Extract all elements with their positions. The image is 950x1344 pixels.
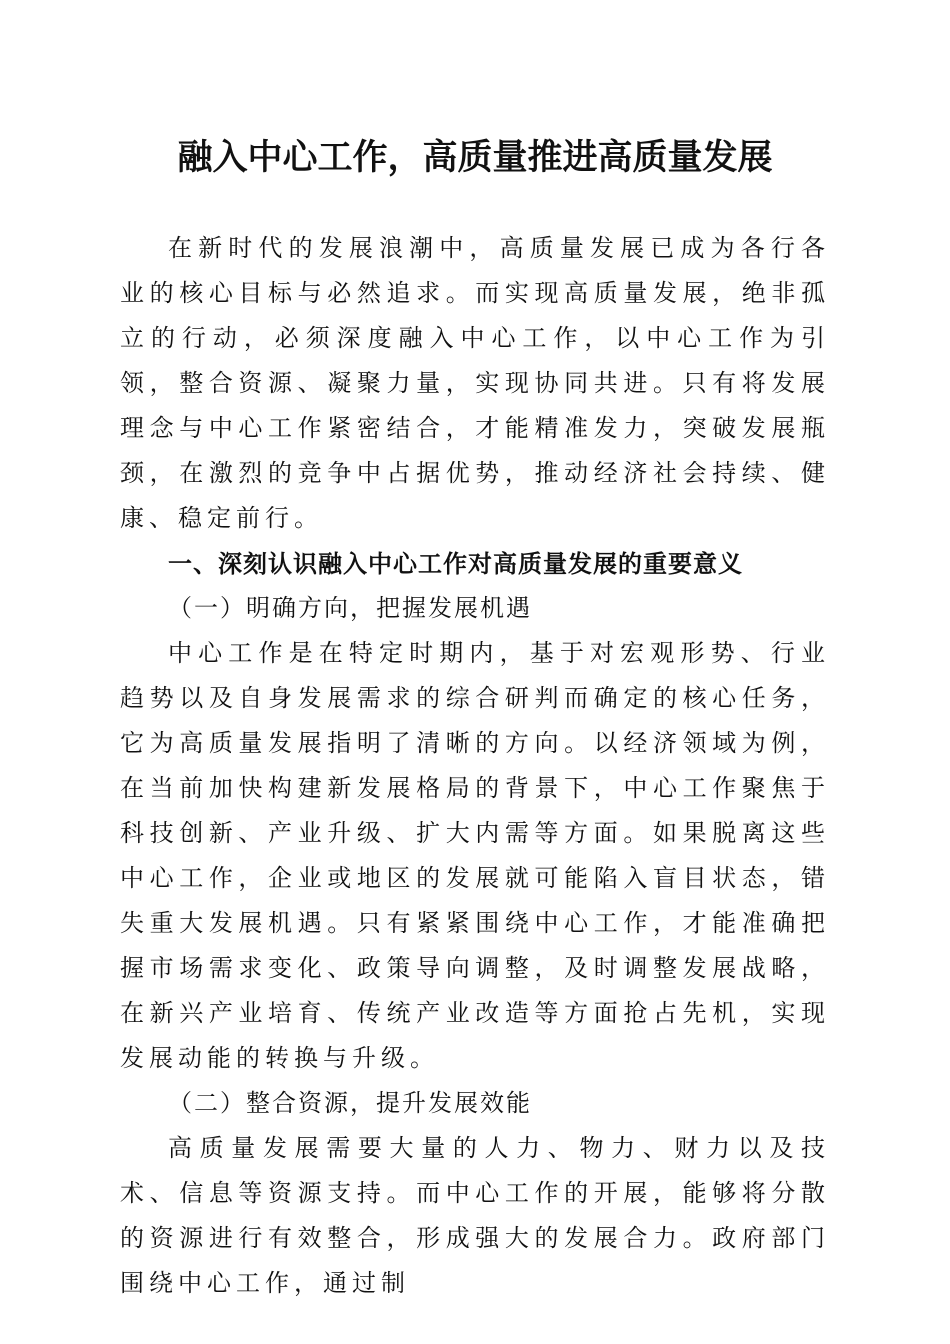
subsection-heading-2: （二）整合资源，提升发展效能 <box>168 1089 532 1117</box>
subsection-heading-1: （一）明确方向，把握发展机遇 <box>168 594 532 622</box>
subsection-paragraph-1: 中心工作是在特定时期内，基于对宏观形势、行业趋势以及自身发展需求的综合研判而确定的核心任务，它为高质量发展指明了清晰的方向。以经济领域为例，在当前加快构建新发展格局的背景下，中心工作聚焦于科技创新、产业升级、扩大内需等方面。如果脱离这些中心工作，企业或地区的发展就可能陷入盲目状态，错失重大发展机遇。只有紧紧围绕中心工作，才能准确把握市场需求变化、政策导向调整，及时调整发展战略，在新兴产业培育、传统产业改造等方面抢占先机，实现发展动能的转换与升级。 <box>120 639 830 1072</box>
document-body <box>120 226 830 1306</box>
intro-paragraph: 在新时代的发展浪潮中，高质量发展已成为各行各业的核心目标与必然追求。而实现高质量发展，绝非孤立的行动，必须深度融入中心工作，以中心工作为引领，整合资源、凝聚力量，实现协同共进。只有将发展理念与中心工作紧密结合，才能精准发力，突破发展瓶颈，在激烈的竞争中占据优势，推动经济社会持续、健康、稳定前行。 <box>120 234 830 532</box>
section-heading-1: 一、深刻认识融入中心工作对高质量发展的重要意义 <box>168 549 743 578</box>
subsection-paragraph-2: 高质量发展需要大量的人力、物力、财力以及技术、信息等资源支持。而中心工作的开展，能够将分散的资源进行有效整合，形成强大的发展合力。政府部门围绕中心工作，通过制 <box>120 1134 830 1297</box>
document-title: 融入中心工作，高质量推进高质量发展 <box>177 137 773 178</box>
